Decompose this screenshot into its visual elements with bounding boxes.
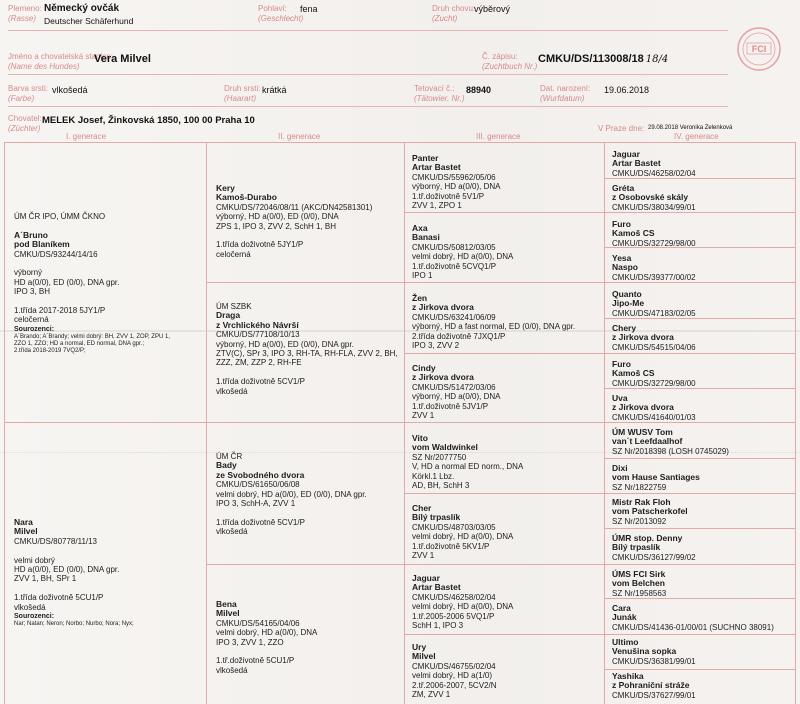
ancestor-info-line: CMKU/DS/55962/05/06 [412,172,496,182]
ancestor-info-line: CMKU/DS/46755/02/04 [412,661,496,671]
ancestor-name-line: ze Svobodného dvora [216,469,305,480]
ancestor-info-line [216,368,398,377]
ancestor-name-line: Artar Bastet [412,162,461,173]
ancestor-info-line: 1.třída doživotně 5JY1/P [216,240,304,250]
ancestor-info-line: Körkl.1 Lbz. [412,471,455,481]
ancestor-name-line: Ury [412,642,427,652]
ancestor-name-line: Milvel [14,526,38,537]
ancestor-info-line: CMKU/DS/63241/06/09 [412,312,496,322]
ancestor-name-line: Nara [14,517,33,527]
ancestor-name-line: Kery [216,183,235,193]
gen2-ancestor-cell [216,184,372,259]
ancestor-name-line: z Jirkova dvora [412,302,474,313]
issued-value: 29.08.2018 Veronika Zelenková [648,125,733,131]
ancestor-info-line: výborný, HD a(0/0), ED (0/0), DNA [216,212,339,222]
ancestor-info-line: CMKU/DS/80778/11/13 [14,536,98,546]
ancestor-name-line: Milvel [216,608,240,619]
ancestor-info-line: 1.třída doživotně 5CV1/P [216,377,305,387]
ancestor-info-line: HD a(0/0), ED (0/0), DNA gpr. [14,277,120,287]
ancestor-info-line: ZVV 1, BH, SPr 1 [14,574,77,584]
ancestor-info-line [216,647,317,656]
ancestor-info-line: ZVV 1 [412,551,435,561]
ancestor-info-line: CMKU/DS/41436-01/00/01 (SUCHNO 38091) [612,622,774,632]
ancestor-name-line: Quanto [612,289,642,299]
ancestor-name-line: Dixi [612,463,628,473]
gen4-ancestor-cell [612,290,696,318]
gen3-ancestor-cell [412,224,513,280]
ancestor-info-line: CMKU/DS/32729/98/00 [612,238,696,248]
ancestor-name-line: Chery [612,323,637,333]
gen1-sire-cell [14,212,170,355]
ancestor-name-line: vom Waldwinkel [412,442,478,453]
gen4-ancestor-cell [612,254,696,282]
gen4-ancestor-cell [612,220,696,248]
ancestor-info-line: SZ Nr/1958563 [612,588,667,598]
ancestor-name-line: Furo [612,219,631,229]
ancestor-info-line: ZVV 1, ZPO 1 [412,201,462,211]
breeder-label: Chovatel: (Züchter) [8,114,42,133]
ancestor-info-line: CMKU/DS/36381/99/01 [612,656,696,666]
ancestor-info-line: 2.třída doživotně 7JXQ1/P [412,331,506,341]
ancestor-info-line: SchH 1, IPO 3 [412,621,464,631]
ancestor-info-line: 1.tř.2005-2006 5VQ1/P [412,611,495,621]
ancestor-name-line: A´Bruno [14,229,48,240]
ancestor-name-line: Yesa [612,253,632,263]
ancestor-name-line: ÚMR stop. Denny [612,533,683,543]
ancestor-info-line [216,231,372,240]
ancestor-info-line: CMKU/DS/61650/06/08 [216,480,300,490]
gen2-ancestor-cell [216,302,398,396]
ancestor-info-line: CMKU/DS/54515/04/06 [612,342,696,352]
ancestor-info-line: IPO 1 [412,271,433,281]
ancestor-name-line: Jipo-Me [612,298,645,309]
siblings-line: A´Brando; A´Brandy; velmi dobrý: BH, ZVV 1, ZOP, ZPU 1, [14,334,170,341]
ancestor-info-line: 2.tř.2006-2007, 5CV2/N [412,680,497,690]
ancestor-info-line: CMKU/DS/50812/03/05 [412,242,496,252]
ancestor-info-line: CMKU/DS/93244/14/16 [14,249,98,259]
ancestor-info-line: CMKU/DS/32729/98/00 [612,378,696,388]
siblings-line: ZZO 1, ZZO; HD a normal, ED normal, DNA gpr.; [14,341,145,348]
handwritten-suffix: 18/4 [645,54,669,65]
ancestor-name-line: ÚM WUSV Tom [612,427,673,437]
ancestor-info-line: celočerná [14,315,49,325]
gen4-ancestor-cell [612,570,666,598]
ancestor-info-line: CMKU/DS/46258/02/04 [412,592,496,602]
breed-value: Německý ovčák [44,3,120,14]
ancestor-info-line: ZVV 1 [412,411,435,421]
ancestor-name-line: z Jirkova dvora [412,372,474,383]
ancestor-info-line: velmi dobrý, HD a(0/0), DNA [216,628,318,638]
ancestor-name-line: Mistr Rak Floh [612,497,671,507]
gen2-ancestor-cell [216,452,367,537]
fci-seal-icon [736,26,782,72]
gen4-ancestor-cell [612,324,696,352]
gen2-ancestor-cell [216,600,317,675]
ancestor-info-line [14,297,170,306]
ancestor-info-line: velmi dobrý, HD a(0/0), ED (0/0), DNA gpr. [216,489,367,499]
ancestor-info-line: ZZZ, ZM, ZZP 2, RH-FE [216,358,302,368]
ancestor-info-line: velmi dobrý, HD a(0/0), DNA [412,252,514,262]
ancestor-info-line [216,508,367,517]
siblings-label: Sourozenci: [14,613,55,621]
svg-text:FCI: FCI [751,44,767,54]
ancestor-name-line: Bena [216,599,237,609]
ancestor-name-line: Milvel [412,651,436,662]
ancestor-info-line: výborný, HD a(0/0), ED (0/0), DNA gpr. [216,339,354,349]
coat-value: krátká [262,85,287,95]
ancestor-info-line: ÚM ČR [216,452,243,461]
ancestor-info-line: IPO 3, ZVV 1, ZZO [216,637,284,647]
ancestor-name-line: van´t Leefdaalhof [612,436,683,447]
ancestor-info-line: 1.třída doživotně 5CU1/P [14,593,104,603]
ancestor-info-line: V, HD a normal ED norm., DNA [412,462,524,472]
ancestor-name-line: Uva [612,393,628,403]
ancestor-info-line: CMKU/DS/46258/02/04 [612,168,696,178]
ancestor-info-line: ÚM SZBK [216,302,252,311]
breed-label: Plemeno: (Rasse) [8,4,42,23]
ancestor-name-line: Jaguar [412,573,440,583]
ancestor-name-line: Junák [612,612,637,623]
ancestor-info-line: CMKU/DS/72046/08/11 (AKC/DN42581301) [216,202,373,212]
gen4-ancestor-cell [612,638,696,666]
ancestor-name-line: vom Patscherkofel [612,506,688,517]
tattoo-value: 88940 [466,85,492,95]
ancestor-name-line: Bady [216,460,237,471]
ancestor-name-line: Žen [412,293,428,303]
gen3-ancestor-cell [412,643,497,699]
ancestor-name-line: Artar Bastet [412,582,461,593]
gen1-dam-cell [14,518,134,628]
ancestor-info-line: velmi dobrý [14,555,55,565]
ancestor-info-line: ÚM ČR IPO, ÚMM ČKNO [14,212,106,221]
breed-value-de: Deutscher Schäferhund [44,16,134,26]
gen4-ancestor-cell [612,150,696,178]
ancestor-name-line: Naspo [612,262,638,273]
ancestor-info-line: vlkošedá [14,602,46,612]
ancestor-name-line: Furo [612,359,631,369]
gen4-ancestor-cell [612,428,729,456]
ancestor-name-line: Jaguar [612,149,640,159]
ancestor-info-line: CMKU/DS/48703/03/05 [412,522,496,532]
ancestor-name-line: Bílý trpaslík [612,542,661,553]
siblings-label: Sourozenci: [14,325,55,333]
gen4-ancestor-cell [612,360,696,388]
ancestor-info-line [14,546,134,555]
ancestor-info-line: CMKU/DS/37627/99/01 [612,690,696,700]
gen4-ancestor-cell [612,672,696,700]
generation-header-4: IV. generace [674,132,719,141]
ancestor-info-line: celočerná [216,249,251,259]
ancestor-info-line: výborný, HD a(0/0), DNA [412,182,501,192]
ancestor-info-line: SZ Nr/2018398 (LOSH 0745029) [612,446,729,456]
ancestor-name-line: z Osobovské skály [612,192,689,203]
ancestor-info-line: IPO 3, BH [14,287,51,297]
generation-header-3: III. generace [476,132,521,141]
dog-name: Vera Milvel [94,53,151,65]
breeding-value: výběrový [474,4,511,14]
ancestor-info-line: SZ Nr/1822759 [612,482,667,492]
ancestor-name-line: Cher [412,503,432,513]
birth-label: Dat. narození: (Wurfdatum) [540,84,591,103]
breeder-value: MELEK Josef, Žinkovská 1850, 100 00 Praha 10 [42,115,255,126]
ancestor-info-line: CMKU/DS/51472/03/06 [412,382,496,392]
sex-value: fena [300,4,318,14]
studbook-number: CMKU/DS/113008/18 18/4 [538,53,669,65]
ancestor-name-line: Cindy [412,363,436,373]
ancestor-info-line: CMKU/DS/77108/10/13 [216,330,300,340]
gen4-ancestor-cell [612,604,774,632]
ancestor-info-line: 1.tř.doživotně 5JV1/P [412,401,489,411]
ancestor-info-line: vlkošedá [216,386,248,396]
ancestor-name-line: Draga [216,310,241,321]
ancestor-name-line: Bílý trpaslík [412,512,461,523]
ancestor-name-line: Kamoš CS [612,228,655,239]
breeding-label: Druh chovu: (Zucht) [432,4,476,23]
ancestor-info-line: SZ Nr/2077750 [412,452,467,462]
color-value: vlkošedá [52,85,88,95]
ancestor-name-line: z Pohraniční stráže [612,680,690,691]
ancestor-info-line: CMKU/DS/38034/99/01 [612,202,696,212]
gen3-ancestor-cell [412,364,500,420]
gen4-ancestor-cell [612,498,688,526]
ancestor-name-line: z Jirkova dvora [612,402,674,413]
gen4-ancestor-cell [612,534,696,562]
ancestor-name-line: Gréta [612,183,635,193]
ancestor-info-line: CMKU/DS/47183/02/05 [612,308,696,318]
ancestor-name-line: Artar Bastet [612,158,661,169]
ancestor-info-line: ZPS 1, IPO 3, ZVV 2, SchH 1, BH [216,221,337,231]
color-label: Barva srsti: (Farbe) [8,84,49,103]
gen4-ancestor-cell [612,464,700,492]
ancestor-info-line: ZTV(C), SPr 3, IPO 3, RH-TA, RH-FLA, ZVV 2, BH, [216,349,398,359]
ancestor-info-line: 1.třída doživotně 5CV1/P [216,517,305,527]
gen3-ancestor-cell [412,294,575,350]
ancestor-info-line: 1.třída 2017-2018 5JY1/P [14,306,106,316]
gen3-ancestor-cell [412,574,513,630]
ancestor-info-line [14,584,134,593]
issued-label: V Praze dne: [598,124,645,133]
name-label: Jméno a chovatelská stanice: (Name des Hundes) [8,52,113,71]
studbook-label: Č. zápisu: (Zuchtbuch Nr.) [482,52,538,71]
ancestor-info-line: vlkošedá [216,527,248,537]
ancestor-name-line: pod Blaníkem [14,239,70,250]
gen4-ancestor-cell [612,394,696,422]
gen3-ancestor-cell [412,434,523,490]
ancestor-info-line: výborný, HD a(0/0), DNA [412,392,501,402]
ancestor-info-line: IPO 3, SchH-A, ZVV 1 [216,499,296,509]
ancestor-name-line: Axa [412,223,428,233]
ancestor-name-line: Cara [612,603,631,613]
ancestor-info-line: 1.tř.doživotně 5CU1/P [216,656,295,666]
ancestor-info-line: velmi dobrý, HD a(1/0) [412,671,493,681]
ancestor-info-line: 1.tř.doživotně 5V1/P [412,191,485,201]
ancestor-info-line: velmi dobrý, HD a(0/0), DNA [412,602,514,612]
ancestor-info-line: CMKU/DS/41640/01/03 [612,412,696,422]
ancestor-name-line: vom Belchen [612,578,665,589]
ancestor-info-line: CMKU/DS/39377/00/02 [612,272,696,282]
ancestor-info-line: SZ Nr/2013092 [612,516,667,526]
ancestor-info-line: výborný, HD a fast normal, ED (0/0), DNA gpr. [412,322,576,332]
birth-value: 19.06.2018 [604,85,650,95]
coat-label: Druh srsti: (Haarart) [224,84,261,103]
ancestor-info-line: 1.tř.doživotně 5KV1/P [412,541,490,551]
ancestor-info-line: ZM, ZVV 1 [412,690,451,700]
ancestor-name-line: z Vrchlického Návrší [216,319,299,330]
ancestor-name-line: Ultimo [612,637,639,647]
gen3-ancestor-cell [412,154,500,210]
ancestor-name-line: Panter [412,153,439,163]
ancestor-name-line: Yashika [612,671,644,681]
siblings-line: 2.třída 2018-2019 7VQ2/P; [14,348,86,355]
ancestor-info-line: velmi dobrý, HD a(0/0), DNA [412,532,514,542]
ancestor-name-line: Vito [412,433,428,443]
ancestor-info-line: CMKU/DS/54165/04/06 [216,618,300,628]
ancestor-info-line: výborný [14,268,43,278]
ancestor-name-line: ÚMS FCI Sirk [612,569,666,579]
ancestor-name-line: Banasi [412,232,440,243]
ancestor-name-line: Kamoš CS [612,368,655,379]
siblings-line: Nar; Natan; Neron; Norbo; Nurbo; Nora; Nyx; [14,621,134,628]
ancestor-name-line: Kamoš-Durabo [216,192,277,203]
ancestor-info-line: AD, BH, SchH 3 [412,481,470,491]
sex-label: Pohlaví: (Geschlecht) [258,4,304,23]
generation-header-2: II. generace [278,132,321,141]
ancestor-info-line: CMKU/DS/36127/99/02 [612,552,696,562]
ancestor-info-line: HD a(0/0), ED (0/0), DNA gpr. [14,565,120,575]
ancestor-info-line: 1.tř.doživotně 5CVQ1/P [412,261,497,271]
ancestor-name-line: Venušina sopka [612,646,677,657]
ancestor-name-line: z Jirkova dvora [612,332,674,343]
generation-header-1: I. generace [66,132,107,141]
ancestor-info-line: IPO 3, ZVV 2 [412,341,460,351]
tattoo-label: Tetovací č.: (Tätowier. Nr.) [414,84,465,103]
gen4-ancestor-cell [612,184,696,212]
ancestor-info-line [14,259,170,268]
ancestor-info-line: vlkošedá [216,665,248,675]
gen3-ancestor-cell [412,504,513,560]
ancestor-name-line: vom Hause Santiages [612,472,700,483]
